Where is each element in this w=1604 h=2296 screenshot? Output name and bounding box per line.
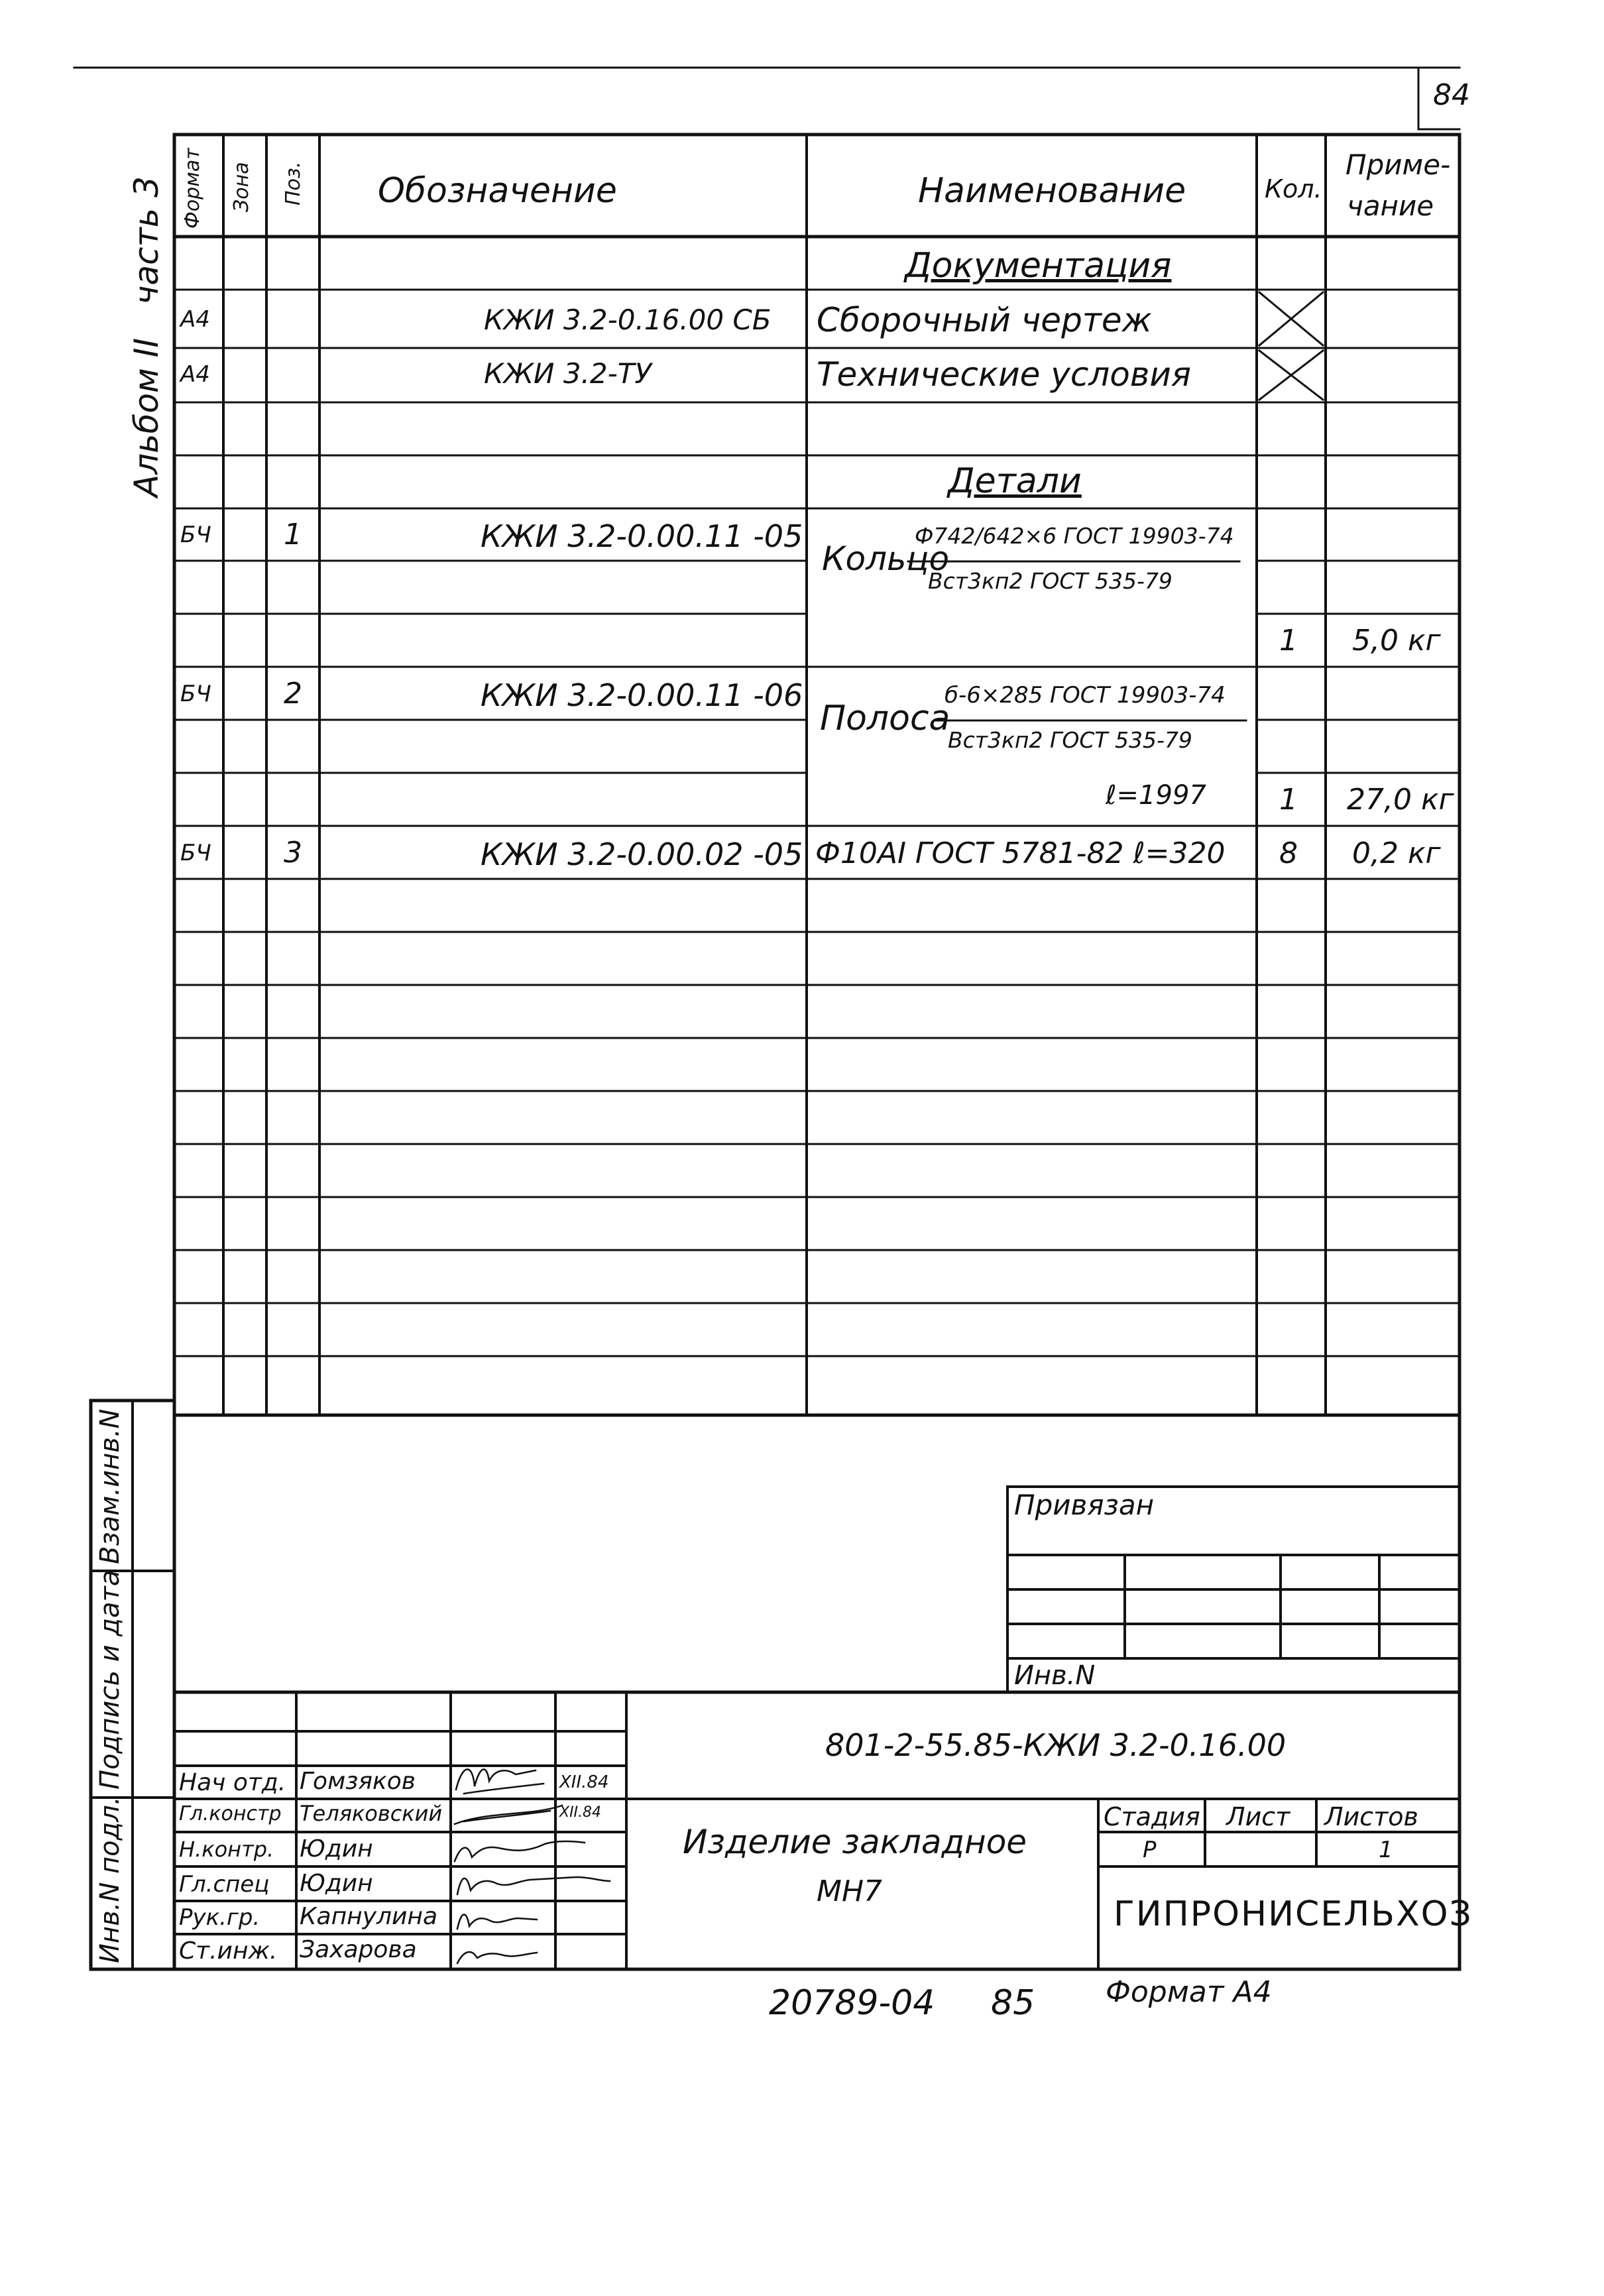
stage-label: Стадия: [1104, 1802, 1200, 1831]
section-details: Детали: [948, 461, 1082, 501]
detail-row-2-denominator: Вст3кп2 ГОСТ 535-79: [948, 727, 1192, 753]
side-label-part: часть 3: [127, 176, 166, 305]
header-name: Наименование: [918, 171, 1186, 211]
detail-row-1-denominator: Вст3кп2 ГОСТ 535-79: [928, 568, 1173, 594]
detail-row-3-format: БЧ: [180, 840, 211, 866]
doc-row-2-format: А4: [180, 361, 210, 388]
detail-row-2-format: БЧ: [180, 681, 211, 707]
header-qty: Кол.: [1265, 174, 1322, 203]
role-1-date: XII.84: [559, 1772, 609, 1792]
doc-row-1-designation: КЖИ 3.2-0.16.00 СБ: [484, 304, 772, 336]
header-format: Формат: [181, 148, 204, 229]
role-5-name: Капнулина: [300, 1903, 438, 1930]
detail-row-3-qty: 8: [1279, 836, 1298, 870]
role-4: Гл.спец: [179, 1871, 270, 1898]
detail-row-3-note: 0,2 кг: [1352, 836, 1441, 870]
detail-row-2-numerator: б-6×285 ГОСТ 19903-74: [945, 682, 1226, 709]
page-number: 84: [1433, 78, 1470, 112]
header-designation: Обозначение: [378, 171, 617, 211]
left-strip-replace-inv: Взам.инв.N: [95, 1408, 125, 1564]
sheets-value: 1: [1379, 1837, 1393, 1863]
role-6-name: Захарова: [300, 1936, 417, 1963]
role-1-name: Гомзяков: [300, 1768, 416, 1795]
detail-row-3-pos: 3: [284, 836, 302, 870]
detail-row-3-designation: КЖИ 3.2-0.00.02 -05: [481, 836, 803, 872]
left-strip-sign-date: Подпись и дата: [95, 1570, 125, 1790]
bound-inv: Инв.N: [1014, 1660, 1096, 1691]
detail-row-1-format: БЧ: [180, 522, 211, 548]
document-code: 801-2-55.85-КЖИ 3.2-0.16.00: [825, 1727, 1287, 1763]
detail-row-1-qty: 1: [1279, 624, 1298, 658]
doc-row-2-designation: КЖИ 3.2-ТУ: [484, 357, 652, 390]
doc-row-1-format: А4: [180, 306, 210, 333]
doc-row-1-name: Сборочный чертеж: [817, 301, 1152, 339]
header-note-line2: чание: [1347, 190, 1434, 222]
footer-code: 85: [991, 1983, 1035, 2023]
product-name-line2: МН7: [817, 1874, 883, 1908]
sheet-label: Лист: [1226, 1802, 1290, 1831]
role-6: Ст.инж.: [179, 1937, 278, 1965]
bound-title: Привязан: [1014, 1489, 1155, 1521]
role-2: Гл.констр: [179, 1802, 282, 1825]
role-2-date: XII.84: [559, 1804, 602, 1821]
stage-value: Р: [1143, 1837, 1157, 1863]
role-3-name: Юдин: [300, 1835, 373, 1863]
side-label-album: Альбом II: [127, 337, 166, 497]
sheets-label: Листов: [1324, 1802, 1418, 1831]
detail-row-1-designation: КЖИ 3.2-0.00.11 -05: [481, 518, 803, 554]
footer-format: Формат А4: [1106, 1975, 1272, 2009]
header-pos: Поз.: [282, 161, 305, 205]
organization-name: ГИПРОНИСЕЛЬХОЗ: [1114, 1894, 1473, 1934]
detail-row-1-pos: 1: [284, 518, 302, 551]
role-1: Нач отд.: [179, 1769, 286, 1796]
doc-row-2-name: Технические условия: [817, 355, 1191, 394]
detail-row-2-note: 27,0 кг: [1347, 783, 1454, 817]
role-5: Рук.гр.: [179, 1904, 260, 1931]
detail-row-2-qty: 1: [1279, 783, 1298, 817]
detail-row-2-length: ℓ=1997: [1106, 780, 1206, 811]
detail-row-2-designation: КЖИ 3.2-0.00.11 -06: [481, 677, 803, 713]
header-note-line1: Приме-: [1346, 148, 1451, 181]
detail-row-1-name: Кольцо: [822, 540, 950, 578]
footer-number: 20789-04: [769, 1983, 935, 2023]
detail-row-1-numerator: Ф742/642×6 ГОСТ 19903-74: [915, 523, 1234, 549]
role-2-name: Теляковский: [300, 1801, 443, 1826]
role-4-name: Юдин: [300, 1870, 373, 1897]
detail-row-1-note: 5,0 кг: [1352, 624, 1441, 658]
product-name-line1: Изделие закладное: [683, 1823, 1027, 1861]
role-3: Н.контр.: [179, 1837, 274, 1862]
left-strip-orig-inv: Инв.N подл.: [95, 1796, 125, 1963]
section-documentation: Документация: [905, 246, 1172, 286]
detail-row-2-name: Полоса: [820, 699, 950, 738]
header-zone: Зона: [230, 162, 253, 212]
detail-row-3-name: Ф10АI ГОСТ 5781-82 ℓ=320: [815, 836, 1226, 870]
detail-row-2-pos: 2: [284, 677, 302, 711]
